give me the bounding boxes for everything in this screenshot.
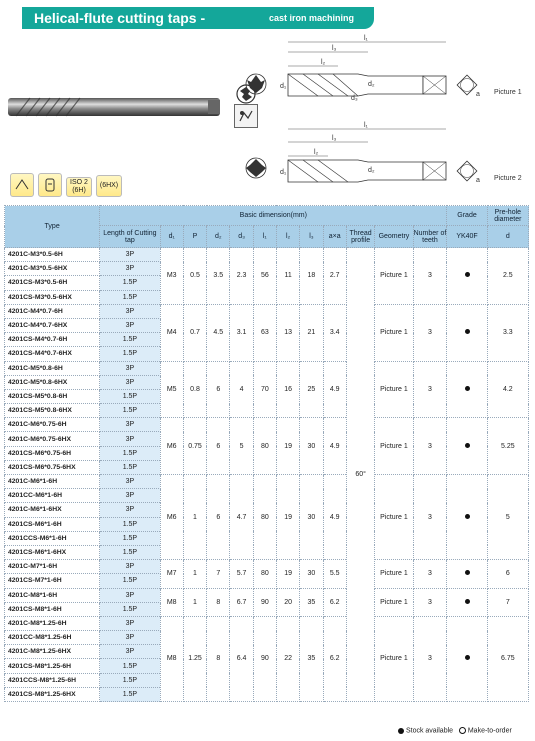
- teeth-cell: 3: [413, 616, 447, 701]
- d2-cell: 8: [207, 588, 230, 616]
- l3-cell: 30: [300, 418, 323, 475]
- d3-cell: 3.1: [230, 304, 253, 361]
- type-cell: 4201CS-M5*0.8-6HX: [5, 404, 100, 418]
- type-cell: 4201CS-M4*0.7-6HX: [5, 347, 100, 361]
- d2-cell: 3.5: [207, 248, 230, 305]
- d3-label-1: d₃: [351, 95, 358, 102]
- d2-cell: 6: [207, 475, 230, 560]
- axa-cell: 6.2: [323, 588, 346, 616]
- col-d1: d₁: [160, 226, 183, 248]
- length-cell: 1.5P: [100, 347, 160, 361]
- col-p: P: [183, 226, 206, 248]
- col-grade-value: YK40F: [447, 226, 487, 248]
- l3-cell: 21: [300, 304, 323, 361]
- p-cell: 0.75: [183, 418, 206, 475]
- type-cell: 4201CC-M8*1.25-6H: [5, 631, 100, 645]
- prehole-cell: 7: [487, 588, 528, 616]
- length-cell: 1.5P: [100, 333, 160, 347]
- axa-cell: 4.9: [323, 418, 346, 475]
- l2-cell: 19: [276, 475, 299, 560]
- picture2-label: Picture 2: [494, 175, 522, 182]
- teeth-cell: 3: [413, 248, 447, 305]
- teeth-cell: 3: [413, 475, 447, 560]
- table-row: [5, 560, 529, 574]
- l2-label-2: l₂: [314, 149, 319, 156]
- type-cell: 4201C-M8*1-6H: [5, 588, 100, 602]
- prehole-cell: 6: [487, 560, 528, 588]
- prehole-cell: 2.5: [487, 248, 528, 305]
- length-cell: 3P: [100, 318, 160, 332]
- prehole-cell: 3.3: [487, 304, 528, 361]
- type-cell: 4201CS-M6*1-6HX: [5, 545, 100, 559]
- type-cell: 4201CS-M3*0.5-6H: [5, 276, 100, 290]
- col-d2: d₂: [207, 226, 230, 248]
- l1-cell: 80: [253, 418, 276, 475]
- teeth-cell: 3: [413, 418, 447, 475]
- grade-cell: [447, 588, 487, 616]
- tap-photo: [8, 90, 223, 126]
- col-geometry: Geometry: [375, 226, 413, 248]
- l3-cell: 25: [300, 361, 323, 418]
- length-cell: 1.5P: [100, 574, 160, 588]
- type-cell: 4201C-M6*0.75-6HX: [5, 432, 100, 446]
- hx-badge: (6HX): [96, 175, 122, 197]
- d3-cell: 5: [230, 418, 253, 475]
- teeth-cell: 3: [413, 588, 447, 616]
- grade-cell: [447, 560, 487, 588]
- prehole-cell: 5.25: [487, 418, 528, 475]
- p-cell: 0.7: [183, 304, 206, 361]
- length-cell: 1.5P: [100, 517, 160, 531]
- a-label-1: a: [476, 91, 480, 98]
- l1-label-2: l₁: [364, 122, 368, 129]
- d3-cell: 5.7: [230, 560, 253, 588]
- length-cell: 3P: [100, 375, 160, 389]
- legend: [398, 727, 512, 734]
- col-length: Length of Cutting tap: [100, 226, 160, 248]
- type-cell: 4201CS-M7*1-6H: [5, 574, 100, 588]
- length-cell: 3P: [100, 560, 160, 574]
- length-cell: 3P: [100, 361, 160, 375]
- a-label-2: a: [476, 177, 480, 184]
- length-cell: 3P: [100, 489, 160, 503]
- table-row: [5, 616, 529, 630]
- type-cell: 4201C-M8*1.25-6H: [5, 616, 100, 630]
- axa-cell: 2.7: [323, 248, 346, 305]
- geometry-cell: Picture 1: [375, 616, 413, 701]
- page-title: Helical-flute cutting taps -: [34, 10, 206, 26]
- geometry-cell: Picture 1: [375, 560, 413, 588]
- d1-cell: M6: [160, 475, 183, 560]
- teeth-cell: 3: [413, 560, 447, 588]
- d1-cell: M4: [160, 304, 183, 361]
- length-cell: 3P: [100, 418, 160, 432]
- col-d3: d₃: [230, 226, 253, 248]
- l2-cell: 22: [276, 616, 299, 701]
- length-cell: 1.5P: [100, 460, 160, 474]
- page-subtitle: cast iron machining: [269, 13, 355, 23]
- spec-badges: [10, 173, 122, 197]
- d2-cell: 8: [207, 616, 230, 701]
- type-cell: 4201CS-M8*1-6H: [5, 602, 100, 616]
- col-type: Type: [5, 206, 100, 248]
- p-cell: 1: [183, 475, 206, 560]
- prehole-cell: 6.75: [487, 616, 528, 701]
- col-l1: l₁: [253, 226, 276, 248]
- grade-cell: [447, 616, 487, 701]
- d2-cell: 6: [207, 361, 230, 418]
- grade-cell: [447, 475, 487, 560]
- length-cell: 1.5P: [100, 659, 160, 673]
- type-cell: 4201CS-M8*1.25-6H: [5, 659, 100, 673]
- geometry-cell: Picture 1: [375, 588, 413, 616]
- order-circle-icon: [459, 727, 466, 734]
- d3-cell: 6.7: [230, 588, 253, 616]
- l3-cell: 30: [300, 475, 323, 560]
- teeth-cell: 3: [413, 304, 447, 361]
- type-cell: 4201C-M7*1-6H: [5, 560, 100, 574]
- d1-label-2: d₁: [280, 169, 287, 176]
- l2-cell: 11: [276, 248, 299, 305]
- table-row: [5, 304, 529, 318]
- d1-cell: M6: [160, 418, 183, 475]
- stock-available-icon: [465, 514, 470, 519]
- type-cell: 4201C-M3*0.5-6HX: [5, 262, 100, 276]
- col-basic-dimension: Basic dimension(mm): [100, 206, 447, 226]
- l1-cell: 63: [253, 304, 276, 361]
- l2-cell: 16: [276, 361, 299, 418]
- l2-cell: 13: [276, 304, 299, 361]
- stock-available-icon: [465, 655, 470, 660]
- length-cell: 1.5P: [100, 290, 160, 304]
- length-cell: 1.5P: [100, 687, 160, 701]
- type-cell: 4201C-M5*0.8-6HX: [5, 375, 100, 389]
- grade-cell: [447, 418, 487, 475]
- l2-label-1: l₂: [321, 59, 326, 66]
- d3-cell: 2.3: [230, 248, 253, 305]
- length-cell: 3P: [100, 631, 160, 645]
- col-prehole: Pre-hole diameter: [487, 206, 528, 226]
- l3-cell: 35: [300, 616, 323, 701]
- l2-cell: 20: [276, 588, 299, 616]
- geometry-cell: Picture 1: [375, 361, 413, 418]
- p-cell: 1: [183, 588, 206, 616]
- length-cell: 3P: [100, 616, 160, 630]
- l1-cell: 70: [253, 361, 276, 418]
- type-cell: 4201C-M5*0.8-6H: [5, 361, 100, 375]
- d2-label-2: d₂: [368, 167, 375, 174]
- length-cell: 3P: [100, 503, 160, 517]
- coolant-badge: [38, 173, 62, 197]
- l2-cell: 19: [276, 560, 299, 588]
- length-cell: 1.5P: [100, 404, 160, 418]
- l1-cell: 56: [253, 248, 276, 305]
- p-cell: 0.8: [183, 361, 206, 418]
- type-cell: 4201CS-M6*0.75-6H: [5, 446, 100, 460]
- teeth-cell: 3: [413, 361, 447, 418]
- axa-cell: 4.9: [323, 361, 346, 418]
- type-cell: 4201C-M4*0.7-6H: [5, 304, 100, 318]
- table-row: [5, 361, 529, 375]
- length-cell: 3P: [100, 262, 160, 276]
- axa-cell: 5.5: [323, 560, 346, 588]
- length-cell: 3P: [100, 475, 160, 489]
- col-l3: l₃: [300, 226, 323, 248]
- length-cell: 3P: [100, 304, 160, 318]
- type-cell: 4201CS-M3*0.5-6HX: [5, 290, 100, 304]
- table-row: [5, 588, 529, 602]
- l3-cell: 30: [300, 560, 323, 588]
- type-cell: 4201C-M3*0.5-6H: [5, 248, 100, 262]
- length-cell: 1.5P: [100, 276, 160, 290]
- type-cell: 4201CS-M6*1-6H: [5, 517, 100, 531]
- col-grade: Grade: [447, 206, 487, 226]
- d1-cell: M7: [160, 560, 183, 588]
- p-cell: 1: [183, 560, 206, 588]
- technical-drawing: [218, 34, 530, 204]
- geometry-cell: Picture 1: [375, 304, 413, 361]
- d1-cell: M3: [160, 248, 183, 305]
- d1-cell: M8: [160, 616, 183, 701]
- length-cell: 1.5P: [100, 389, 160, 403]
- stock-available-icon: [465, 329, 470, 334]
- p-cell: 0.5: [183, 248, 206, 305]
- l1-cell: 80: [253, 475, 276, 560]
- l2-cell: 19: [276, 418, 299, 475]
- l1-cell: 90: [253, 588, 276, 616]
- geometry-cell: Picture 1: [375, 475, 413, 560]
- type-cell: 4201CCS-M8*1.25-6H: [5, 673, 100, 687]
- stock-available-icon: [465, 386, 470, 391]
- p-cell: 1.25: [183, 616, 206, 701]
- grade-cell: [447, 304, 487, 361]
- col-thread: Thread profile: [346, 226, 375, 248]
- length-cell: 3P: [100, 645, 160, 659]
- type-cell: 4201CS-M4*0.7-6H: [5, 333, 100, 347]
- length-cell: 1.5P: [100, 673, 160, 687]
- l3-cell: 35: [300, 588, 323, 616]
- d2-cell: 4.5: [207, 304, 230, 361]
- prehole-cell: 4.2: [487, 361, 528, 418]
- geometry-cell: Picture 1: [375, 248, 413, 305]
- l1-cell: 80: [253, 560, 276, 588]
- spec-table: [4, 205, 529, 702]
- type-cell: 4201CS-M5*0.8-6H: [5, 389, 100, 403]
- axa-cell: 4.9: [323, 475, 346, 560]
- col-axa: a×a: [323, 226, 346, 248]
- type-cell: 4201C-M6*1-6H: [5, 475, 100, 489]
- thread-angle-badge: [10, 173, 34, 197]
- type-cell: 4201CS-M8*1.25-6HX: [5, 687, 100, 701]
- d3-cell: 4: [230, 361, 253, 418]
- length-cell: 3P: [100, 248, 160, 262]
- iso-badge: ISO 2 (6H): [66, 177, 92, 197]
- l3-label-1: l₃: [332, 45, 337, 52]
- grade-cell: [447, 361, 487, 418]
- type-cell: 4201C-M6*1-6HX: [5, 503, 100, 517]
- l3-cell: 18: [300, 248, 323, 305]
- d1-cell: M8: [160, 588, 183, 616]
- table-row: [5, 475, 529, 489]
- geometry-cell: Picture 1: [375, 418, 413, 475]
- d2-cell: 7: [207, 560, 230, 588]
- stock-available-icon: [465, 272, 470, 277]
- type-cell: 4201CS-M6*0.75-6HX: [5, 460, 100, 474]
- d2-cell: 6: [207, 418, 230, 475]
- length-cell: 3P: [100, 432, 160, 446]
- picture1-label: Picture 1: [494, 89, 522, 96]
- table-row: [5, 418, 529, 432]
- prehole-cell: 5: [487, 475, 528, 560]
- length-cell: 1.5P: [100, 545, 160, 559]
- axa-cell: 3.4: [323, 304, 346, 361]
- type-cell: 4201CCS-M6*1-6H: [5, 531, 100, 545]
- length-cell: 1.5P: [100, 446, 160, 460]
- legend-order: Make-to-order: [467, 727, 512, 735]
- col-teeth: Number of teeth: [413, 226, 447, 248]
- legend-available: Stock available: [405, 727, 454, 735]
- stock-available-icon: [465, 443, 470, 448]
- d3-cell: 6.4: [230, 616, 253, 701]
- length-cell: 1.5P: [100, 602, 160, 616]
- l1-label-1: l₁: [364, 35, 368, 42]
- axa-cell: 6.2: [323, 616, 346, 701]
- d3-cell: 4.7: [230, 475, 253, 560]
- d1-cell: M5: [160, 361, 183, 418]
- l3-label-2: l₃: [332, 135, 337, 142]
- length-cell: 3P: [100, 588, 160, 602]
- title-bar: [22, 7, 374, 29]
- stock-dot-icon: [398, 728, 404, 734]
- col-l2: l₂: [276, 226, 299, 248]
- type-cell: 4201C-M4*0.7-6HX: [5, 318, 100, 332]
- stock-available-icon: [465, 570, 470, 575]
- type-cell: 4201C-M6*0.75-6H: [5, 418, 100, 432]
- grade-cell: [447, 248, 487, 305]
- thread-profile-cell: 60°: [346, 248, 375, 702]
- d2-label-1: d₂: [368, 81, 375, 88]
- l1-cell: 90: [253, 616, 276, 701]
- d1-label-1: d₁: [280, 83, 287, 90]
- length-cell: 1.5P: [100, 531, 160, 545]
- col-d: d: [487, 226, 528, 248]
- table-row: [5, 248, 529, 262]
- type-cell: 4201CC-M6*1-6H: [5, 489, 100, 503]
- stock-available-icon: [465, 599, 470, 604]
- type-cell: 4201C-M8*1.25-6HX: [5, 645, 100, 659]
